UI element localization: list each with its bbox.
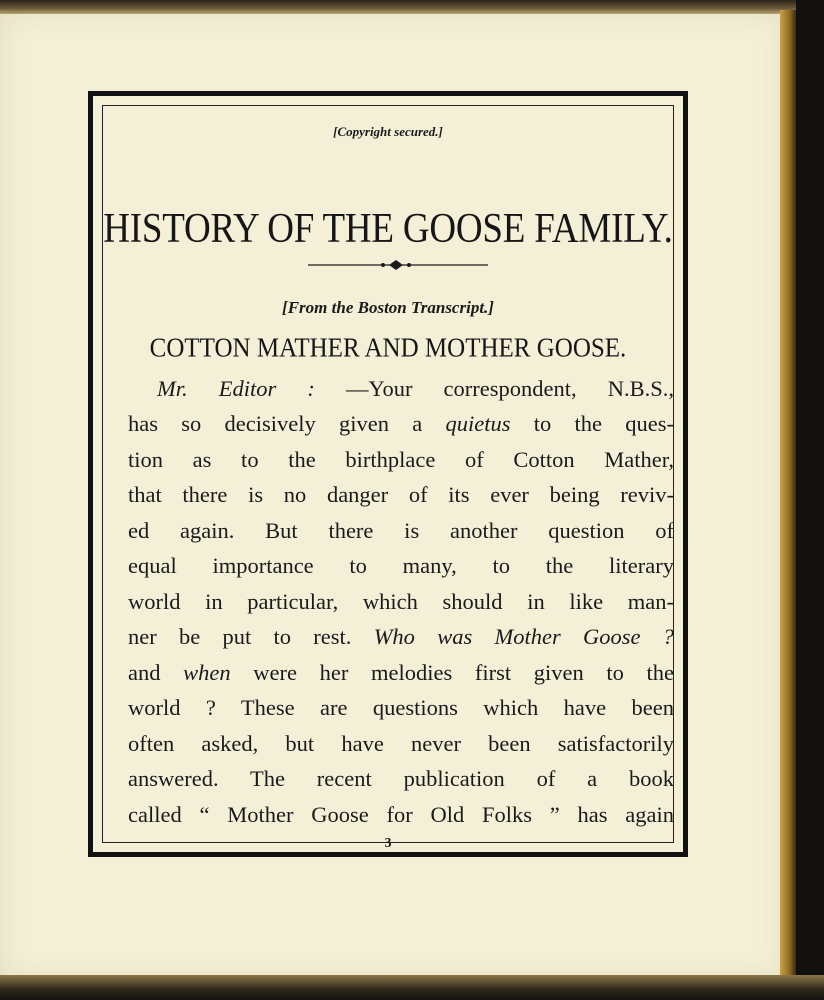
text-frame bbox=[88, 91, 688, 857]
body-line: world in particular, which should in like man- bbox=[128, 589, 674, 614]
body-line bbox=[157, 374, 674, 404]
scan-margin bbox=[796, 0, 824, 1000]
binding-edge bbox=[780, 10, 796, 985]
copyright-notice: [Copyright secured.] bbox=[333, 124, 443, 139]
body-line-text: to the ques- bbox=[510, 411, 674, 436]
text-frame-inner bbox=[102, 105, 674, 851]
italic-term: quietus bbox=[445, 411, 511, 436]
body-line: answered. The recent publication of a book bbox=[128, 766, 674, 791]
article-subtitle: COTTON MATHER AND MOTHER GOOSE. bbox=[149, 334, 627, 364]
body-line-text: has so decisively given a bbox=[128, 411, 446, 436]
body-line: called “ Mother Goose for Old Folks ” has again bbox=[128, 802, 674, 827]
body-line-text: —Your correspondent, N.B.S., bbox=[314, 376, 674, 401]
body-line: equal importance to many, to the literary bbox=[128, 553, 674, 578]
page-number: 3 bbox=[384, 836, 392, 851]
body-line: tion as to the birthplace of Cotton Mather, bbox=[128, 447, 674, 472]
italic-question: Who was Mother Goose ? bbox=[373, 624, 674, 649]
source-attribution: [From the Boston Transcript.] bbox=[282, 298, 494, 317]
body-line: world ? These are questions which have been bbox=[128, 695, 674, 720]
body-line: often asked, but have never been satisfactorily bbox=[128, 731, 674, 756]
italic-term: when bbox=[183, 660, 231, 685]
body-line-text: and bbox=[128, 660, 184, 685]
body-line-text: ner be put to rest. bbox=[128, 624, 374, 649]
body-line: that there is no danger of its ever being reviv- bbox=[128, 482, 674, 507]
ornament-divider bbox=[308, 258, 488, 272]
body-line-text: were her melodies first given to the bbox=[230, 660, 674, 685]
page-bottom-edge bbox=[0, 975, 824, 1000]
body-line: ed again. But there is another question of bbox=[128, 518, 674, 543]
salutation: Mr. Editor : bbox=[157, 376, 315, 401]
body-line bbox=[128, 658, 674, 688]
page-top-edge bbox=[0, 0, 824, 14]
page-title: HISTORY OF THE GOOSE FAMILY. bbox=[103, 205, 673, 253]
body-line bbox=[128, 409, 674, 439]
body-line bbox=[128, 622, 674, 652]
